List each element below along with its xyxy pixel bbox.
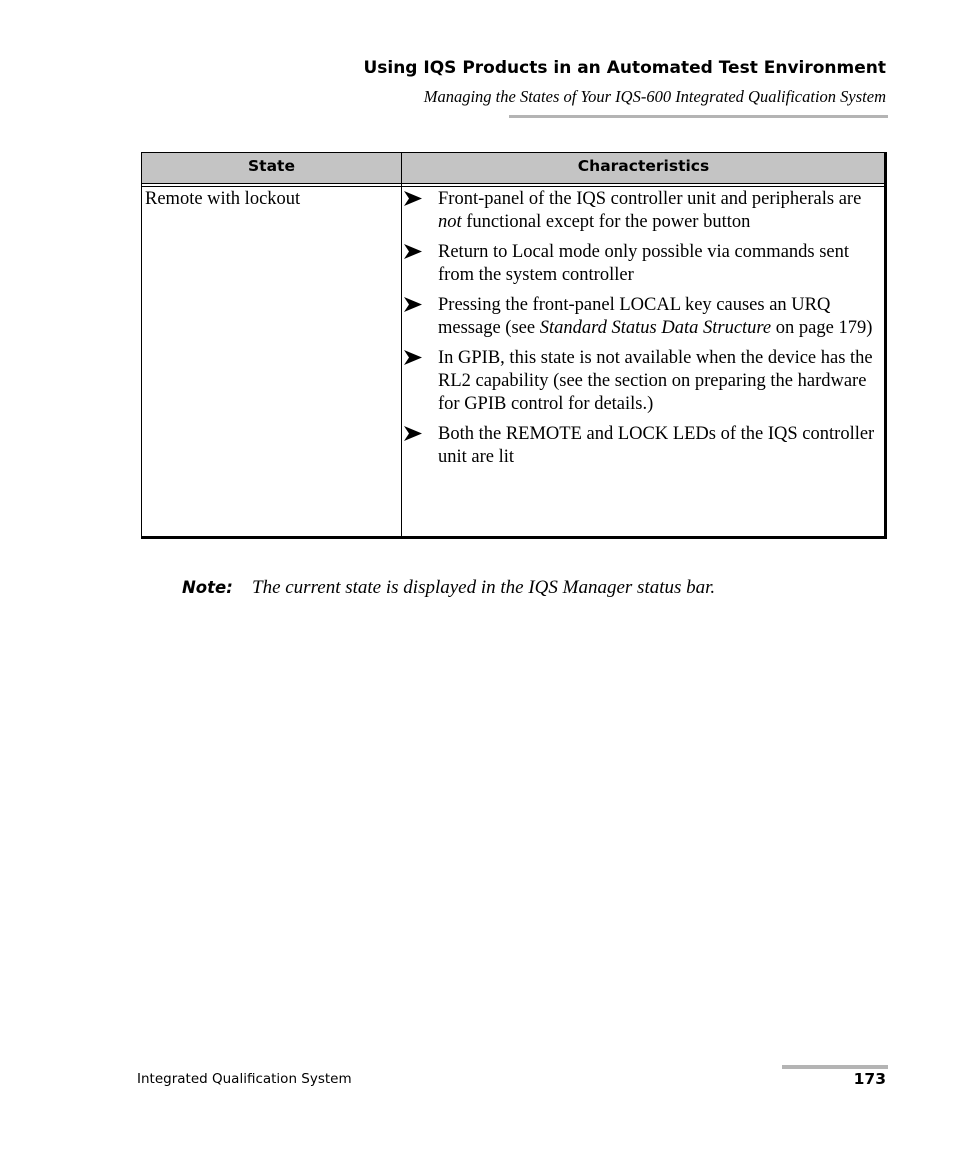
column-header-characteristics: Characteristics: [577, 157, 710, 175]
bullet-text-tail: on page 179): [771, 318, 873, 338]
list-item: [403, 188, 883, 234]
arrow-bullet-icon: [403, 349, 423, 366]
arrow-bullet-icon: [403, 190, 423, 207]
page-number: 173: [853, 1070, 886, 1088]
list-item: [403, 241, 883, 287]
bullet-text: Return to Local mode only possible via commands sent from the system controller: [438, 242, 850, 285]
list-item: [403, 347, 883, 416]
list-item: [403, 423, 883, 469]
bullet-text: Pressing the front-panel LOCAL key causes an URQ message (see: [438, 295, 831, 338]
bullet-text-tail: functional except for the power button: [461, 212, 751, 232]
chapter-title: Using IQS Products in an Automated Test Environment: [363, 58, 886, 78]
footer-doc-title: Integrated Qualification System: [137, 1071, 352, 1087]
arrow-bullet-icon: [403, 243, 423, 260]
bullet-text: Both the REMOTE and LOCK LEDs of the IQS controller unit are lit: [438, 424, 875, 467]
states-table: [141, 152, 887, 539]
arrow-bullet-icon: [403, 296, 423, 313]
header-double-rule: [142, 186, 884, 187]
note-label: Note:: [182, 578, 233, 597]
section-subtitle: Managing the States of Your IQS-600 Integrated Qualification System: [423, 87, 886, 106]
footer-rule: [782, 1065, 888, 1069]
note-text: The current state is displayed in the IQS Manager status bar.: [252, 577, 716, 598]
arrow-bullet-icon: [403, 425, 423, 442]
header-rule: [509, 115, 888, 118]
bullet-emphasis: not: [438, 212, 462, 232]
column-header-state: State: [248, 157, 295, 175]
bullet-text: Front-panel of the IQS controller unit and peripherals are: [438, 189, 862, 209]
bullet-emphasis: Standard Status Data Structure: [539, 318, 772, 338]
characteristics-list: [403, 188, 883, 476]
column-divider: [401, 153, 402, 536]
state-cell: Remote with lockout: [145, 189, 301, 209]
list-item: [403, 294, 883, 340]
bullet-text: In GPIB, this state is not available when the device has the RL2 capability (see the section on preparing the hardware for GPIB control for details.): [438, 348, 873, 414]
